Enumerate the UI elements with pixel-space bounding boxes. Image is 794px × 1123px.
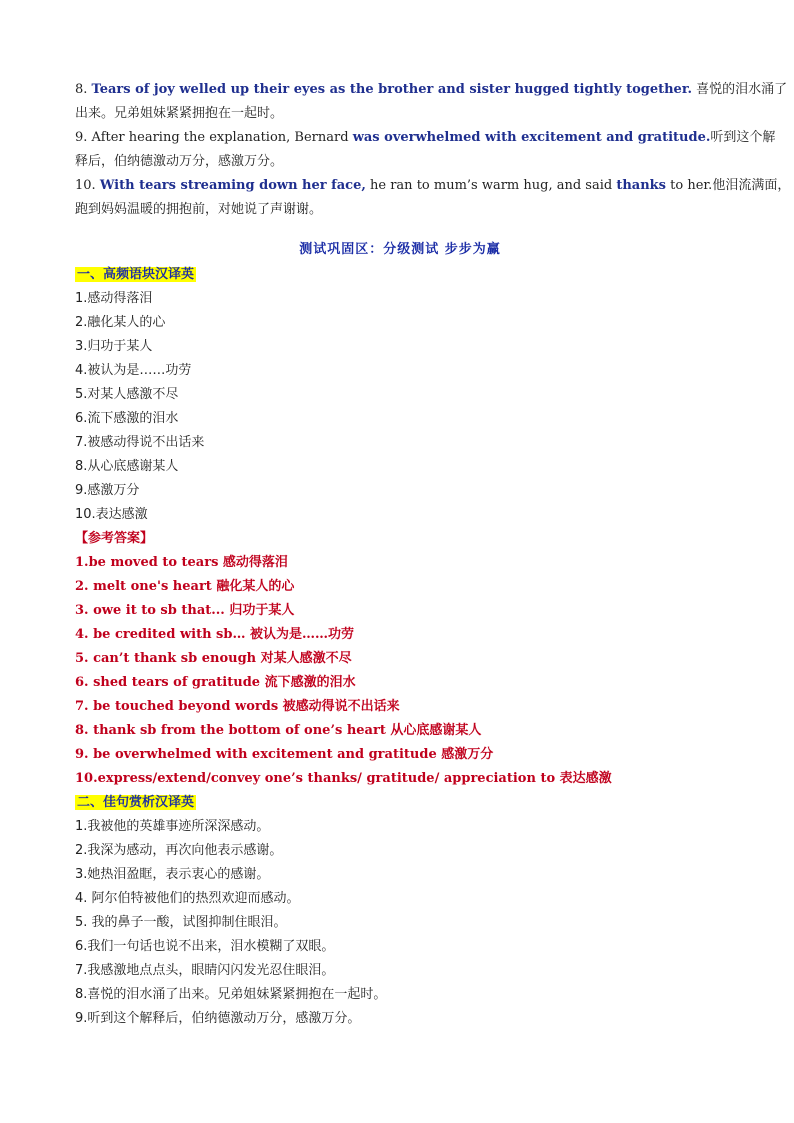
- list-item: 9.感激万分: [75, 483, 140, 498]
- sentence-text: to her.: [666, 178, 713, 193]
- sentence-10-cont: 跑到妈妈温暖的拥抱前，对她说了声谢谢。: [75, 202, 323, 217]
- list-item: 6.我们一句话也说不出来，泪水模糊了双眼。: [75, 939, 335, 954]
- sentence-english: thanks: [616, 178, 667, 193]
- list-item: 6. shed tears of gratitude 流下感激的泪水: [75, 675, 356, 690]
- list-item: 5. 我的鼻子一酸，试图抑制住眼泪。: [75, 915, 287, 930]
- list-item: 1.感动得落泪: [75, 291, 153, 306]
- sentence-number: 8.: [75, 82, 92, 97]
- section-1-heading: [75, 263, 725, 287]
- section-2-list: [75, 815, 725, 1031]
- sentence-text: he ran to mum’s warm hug, and said: [365, 178, 617, 193]
- list-item: 6.流下感激的泪水: [75, 411, 179, 426]
- list-item: 7. be touched beyond words 被感动得说不出话来: [75, 699, 400, 714]
- list-item: 2.融化某人的心: [75, 315, 166, 330]
- list-item: 1.我被他的英雄事迹所深深感动。: [75, 819, 270, 834]
- sentence-9: [75, 126, 776, 150]
- sentence-chinese: 喜悦的泪水涌了: [692, 82, 788, 97]
- list-item: 8.喜悦的泪水涌了出来。兄弟姐妹紧紧拥抱在一起时。: [75, 987, 387, 1002]
- list-item: 3. owe it to sb that... 归功于某人: [75, 603, 295, 618]
- document-page: [75, 78, 791, 1031]
- list-item: 7.被感动得说不出话来: [75, 435, 205, 450]
- sentence-chinese: 他泪流满面，: [712, 178, 791, 193]
- list-item: 4. 阿尔伯特被他们的热烈欢迎而感动。: [75, 891, 300, 906]
- sentence-chinese: 听到这个解: [710, 130, 776, 145]
- list-item: 10.express/extend/convey one’s thanks/ gratitude/ appreciation to 表达感激: [75, 771, 612, 786]
- page-title: 测试巩固区：分级测试 步步为赢: [299, 242, 501, 257]
- list-item: 3.她热泪盈眶，表示衷心的感谢。: [75, 867, 270, 882]
- list-item: 10.表达感激: [75, 507, 148, 522]
- sentence-english: Tears of joy welled up their eyes as the brother and sister hugged tightly together.: [91, 82, 693, 97]
- section-1-list: [75, 287, 725, 527]
- list-item: 5. can’t thank sb enough 对某人感激不尽: [75, 651, 352, 666]
- section-heading: 二、佳句赏析汉译英: [77, 795, 195, 810]
- list-item: 3.归功于某人: [75, 339, 153, 354]
- list-item: 8.从心底感谢某人: [75, 459, 179, 474]
- list-item: 2. melt one's heart 融化某人的心: [75, 579, 295, 594]
- list-item: 1.be moved to tears 感动得落泪: [75, 555, 288, 570]
- list-item: 5.对某人感激不尽: [75, 387, 179, 402]
- sentence-text: 9. After hearing the explanation, Bernard: [75, 130, 353, 145]
- list-item: 9. be overwhelmed with excitement and gratitude 感激万分: [75, 747, 494, 762]
- sentence-number: 10.: [75, 178, 100, 193]
- sentence-10: [75, 174, 791, 198]
- sentence-english: was overwhelmed with excitement and gratitude.: [352, 130, 711, 145]
- list-item: 2.我深为感动，再次向他表示感谢。: [75, 843, 283, 858]
- section-heading: 一、高频语块汉译英: [77, 267, 195, 282]
- list-item: 9.听到这个解释后，伯纳德激动万分，感激万分。: [75, 1011, 361, 1026]
- list-item: 4. be credited with sb… 被认为是……功劳: [75, 627, 354, 642]
- sentence-8: [75, 78, 788, 102]
- sentence-9-cont: 释后，伯纳德激动万分，感激万分。: [75, 154, 284, 169]
- list-item: 4.被认为是……功劳: [75, 363, 192, 378]
- list-item: 7.我感激地点点头，眼睛闪闪发光忍住眼泪。: [75, 963, 335, 978]
- sentence-8-cont: 出来。兄弟姐妹紧紧拥抱在一起时。: [75, 106, 284, 121]
- sentence-english: With tears streaming down her face,: [99, 178, 366, 193]
- answer-list: [75, 551, 725, 791]
- answer-label: 【参考答案】: [75, 531, 154, 546]
- list-item: 8. thank sb from the bottom of one’s heart 从心底感谢某人: [75, 723, 482, 738]
- section-2-heading: [75, 791, 725, 815]
